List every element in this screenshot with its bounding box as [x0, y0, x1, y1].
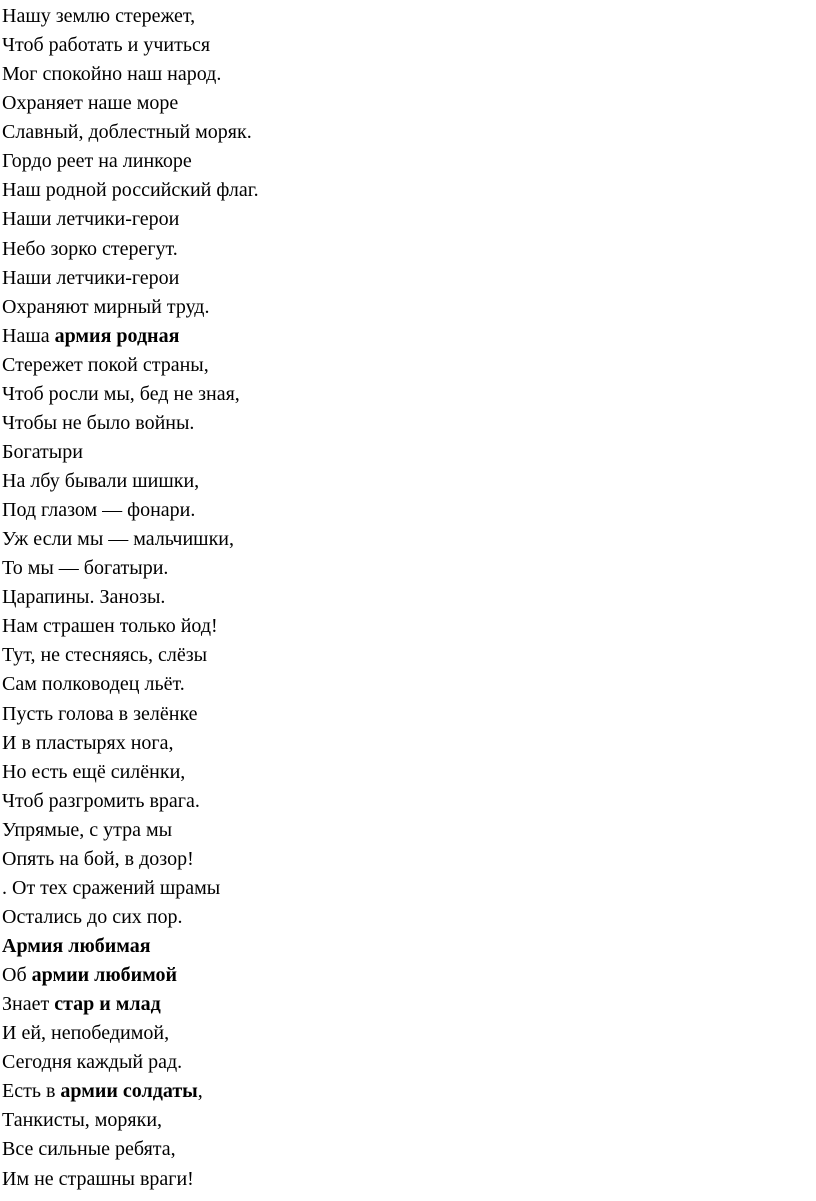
text-line — [2, 787, 812, 816]
text-line — [2, 380, 812, 409]
text-segment: Опять на бой, в дозор! — [2, 847, 194, 870]
text-line — [2, 60, 812, 89]
text-segment: Есть в — [2, 1080, 61, 1103]
text-segment: Тут, не стесняясь, слёзы — [2, 644, 208, 667]
text-line — [2, 1077, 812, 1106]
text-line — [2, 758, 812, 787]
text-line — [2, 31, 812, 60]
text-line — [2, 845, 812, 874]
text-segment: Чтоб разгромить врага. — [2, 789, 200, 812]
text-segment: Чтоб работать и учиться — [2, 34, 211, 57]
text-line — [2, 816, 812, 845]
text-segment: Под глазом — фонари. — [2, 499, 196, 522]
text-segment: . От тех сражений шрамы — [2, 876, 221, 899]
text-segment: На лбу бывали шишки, — [2, 470, 200, 492]
text-line — [2, 322, 812, 351]
text-line — [2, 438, 812, 467]
text-segment: Но есть ещё силёнки, — [2, 760, 186, 783]
text-segment: Знает — [2, 993, 55, 1016]
text-segment: Наши летчики-герои — [2, 208, 180, 231]
text-line — [2, 89, 812, 118]
text-segment: Сегодня каждый рад. — [2, 1051, 183, 1074]
text-segment: Все сильные ребята, — [2, 1138, 176, 1161]
text-line — [2, 235, 812, 264]
text-line — [2, 874, 812, 903]
text-segment: Остались до сих пор. — [2, 905, 183, 928]
text-segment: Стережет покой страны, — [2, 353, 209, 376]
bold-text-segment: Армия любимая — [2, 935, 151, 957]
text-line — [2, 467, 812, 496]
text-line — [2, 1019, 812, 1048]
text-segment: То мы — богатыри. — [2, 557, 169, 580]
text-line — [2, 351, 812, 380]
text-line — [2, 293, 812, 322]
text-line — [2, 176, 812, 205]
text-line — [2, 1165, 812, 1194]
text-line — [2, 990, 812, 1019]
text-line — [2, 264, 812, 293]
text-segment: Чтоб росли мы, бед не зная, — [2, 382, 240, 405]
text-segment: Наш родной российский флаг. — [2, 179, 259, 202]
text-segment: Царапины. Занозы. — [2, 586, 166, 609]
text-segment: Славный, доблестный моряк. — [2, 121, 252, 144]
text-segment: И в пластырях нога, — [2, 731, 174, 754]
text-segment: , — [197, 1080, 203, 1103]
text-line — [2, 554, 812, 583]
text-line — [2, 583, 812, 612]
text-line — [2, 118, 812, 147]
text-segment: Им не страшны враги! — [2, 1167, 194, 1190]
text-segment: Уж если мы — мальчишки, — [2, 528, 234, 551]
text-segment: Сам полководец льёт. — [2, 673, 185, 696]
text-segment: Мог спокойно наш народ. — [2, 63, 222, 86]
text-segment: Охраняют мирный труд. — [2, 295, 210, 318]
text-segment: Пусть голова в зелёнке — [2, 702, 198, 725]
text-line — [2, 1106, 812, 1135]
text-line — [2, 2, 812, 31]
text-segment: Богатыри — [2, 440, 83, 463]
bold-text-segment: стар и млад — [54, 993, 161, 1016]
text-segment: Наши летчики-герои — [2, 266, 180, 289]
text-line — [2, 612, 812, 641]
bold-text-segment: армии солдаты — [60, 1080, 198, 1103]
text-segment: Об — [2, 964, 32, 987]
text-line — [2, 496, 812, 525]
text-line — [2, 205, 812, 234]
text-segment: Нашу землю стережет, — [2, 5, 196, 27]
text-line — [2, 525, 812, 554]
text-line — [2, 932, 812, 961]
text-segment: Наша — [2, 324, 55, 347]
text-segment: Гордо реет на линкоре — [2, 150, 192, 173]
text-line — [2, 147, 812, 176]
text-line — [2, 961, 812, 990]
text-line — [2, 409, 812, 438]
text-line — [2, 1135, 812, 1164]
text-segment: Упрямые, с утра мы — [2, 818, 173, 841]
bold-text-segment: армии любимой — [31, 964, 178, 987]
text-line — [2, 700, 812, 729]
text-segment: Охраняет наше море — [2, 92, 179, 115]
text-line — [2, 670, 812, 699]
text-line — [2, 729, 812, 758]
text-segment: Небо зорко стерегут. — [2, 237, 178, 260]
text-line — [2, 903, 812, 932]
text-segment: Нам страшен только йод! — [2, 615, 218, 638]
document-page — [2, 2, 812, 1194]
text-line — [2, 1048, 812, 1077]
text-line — [2, 641, 812, 670]
text-segment: Чтобы не было войны. — [2, 411, 195, 434]
poem-text — [2, 2, 812, 1194]
bold-text-segment: армия родная — [54, 324, 180, 347]
text-segment: Танкисты, моряки, — [2, 1109, 163, 1132]
text-segment: И ей, непобедимой, — [2, 1022, 170, 1045]
